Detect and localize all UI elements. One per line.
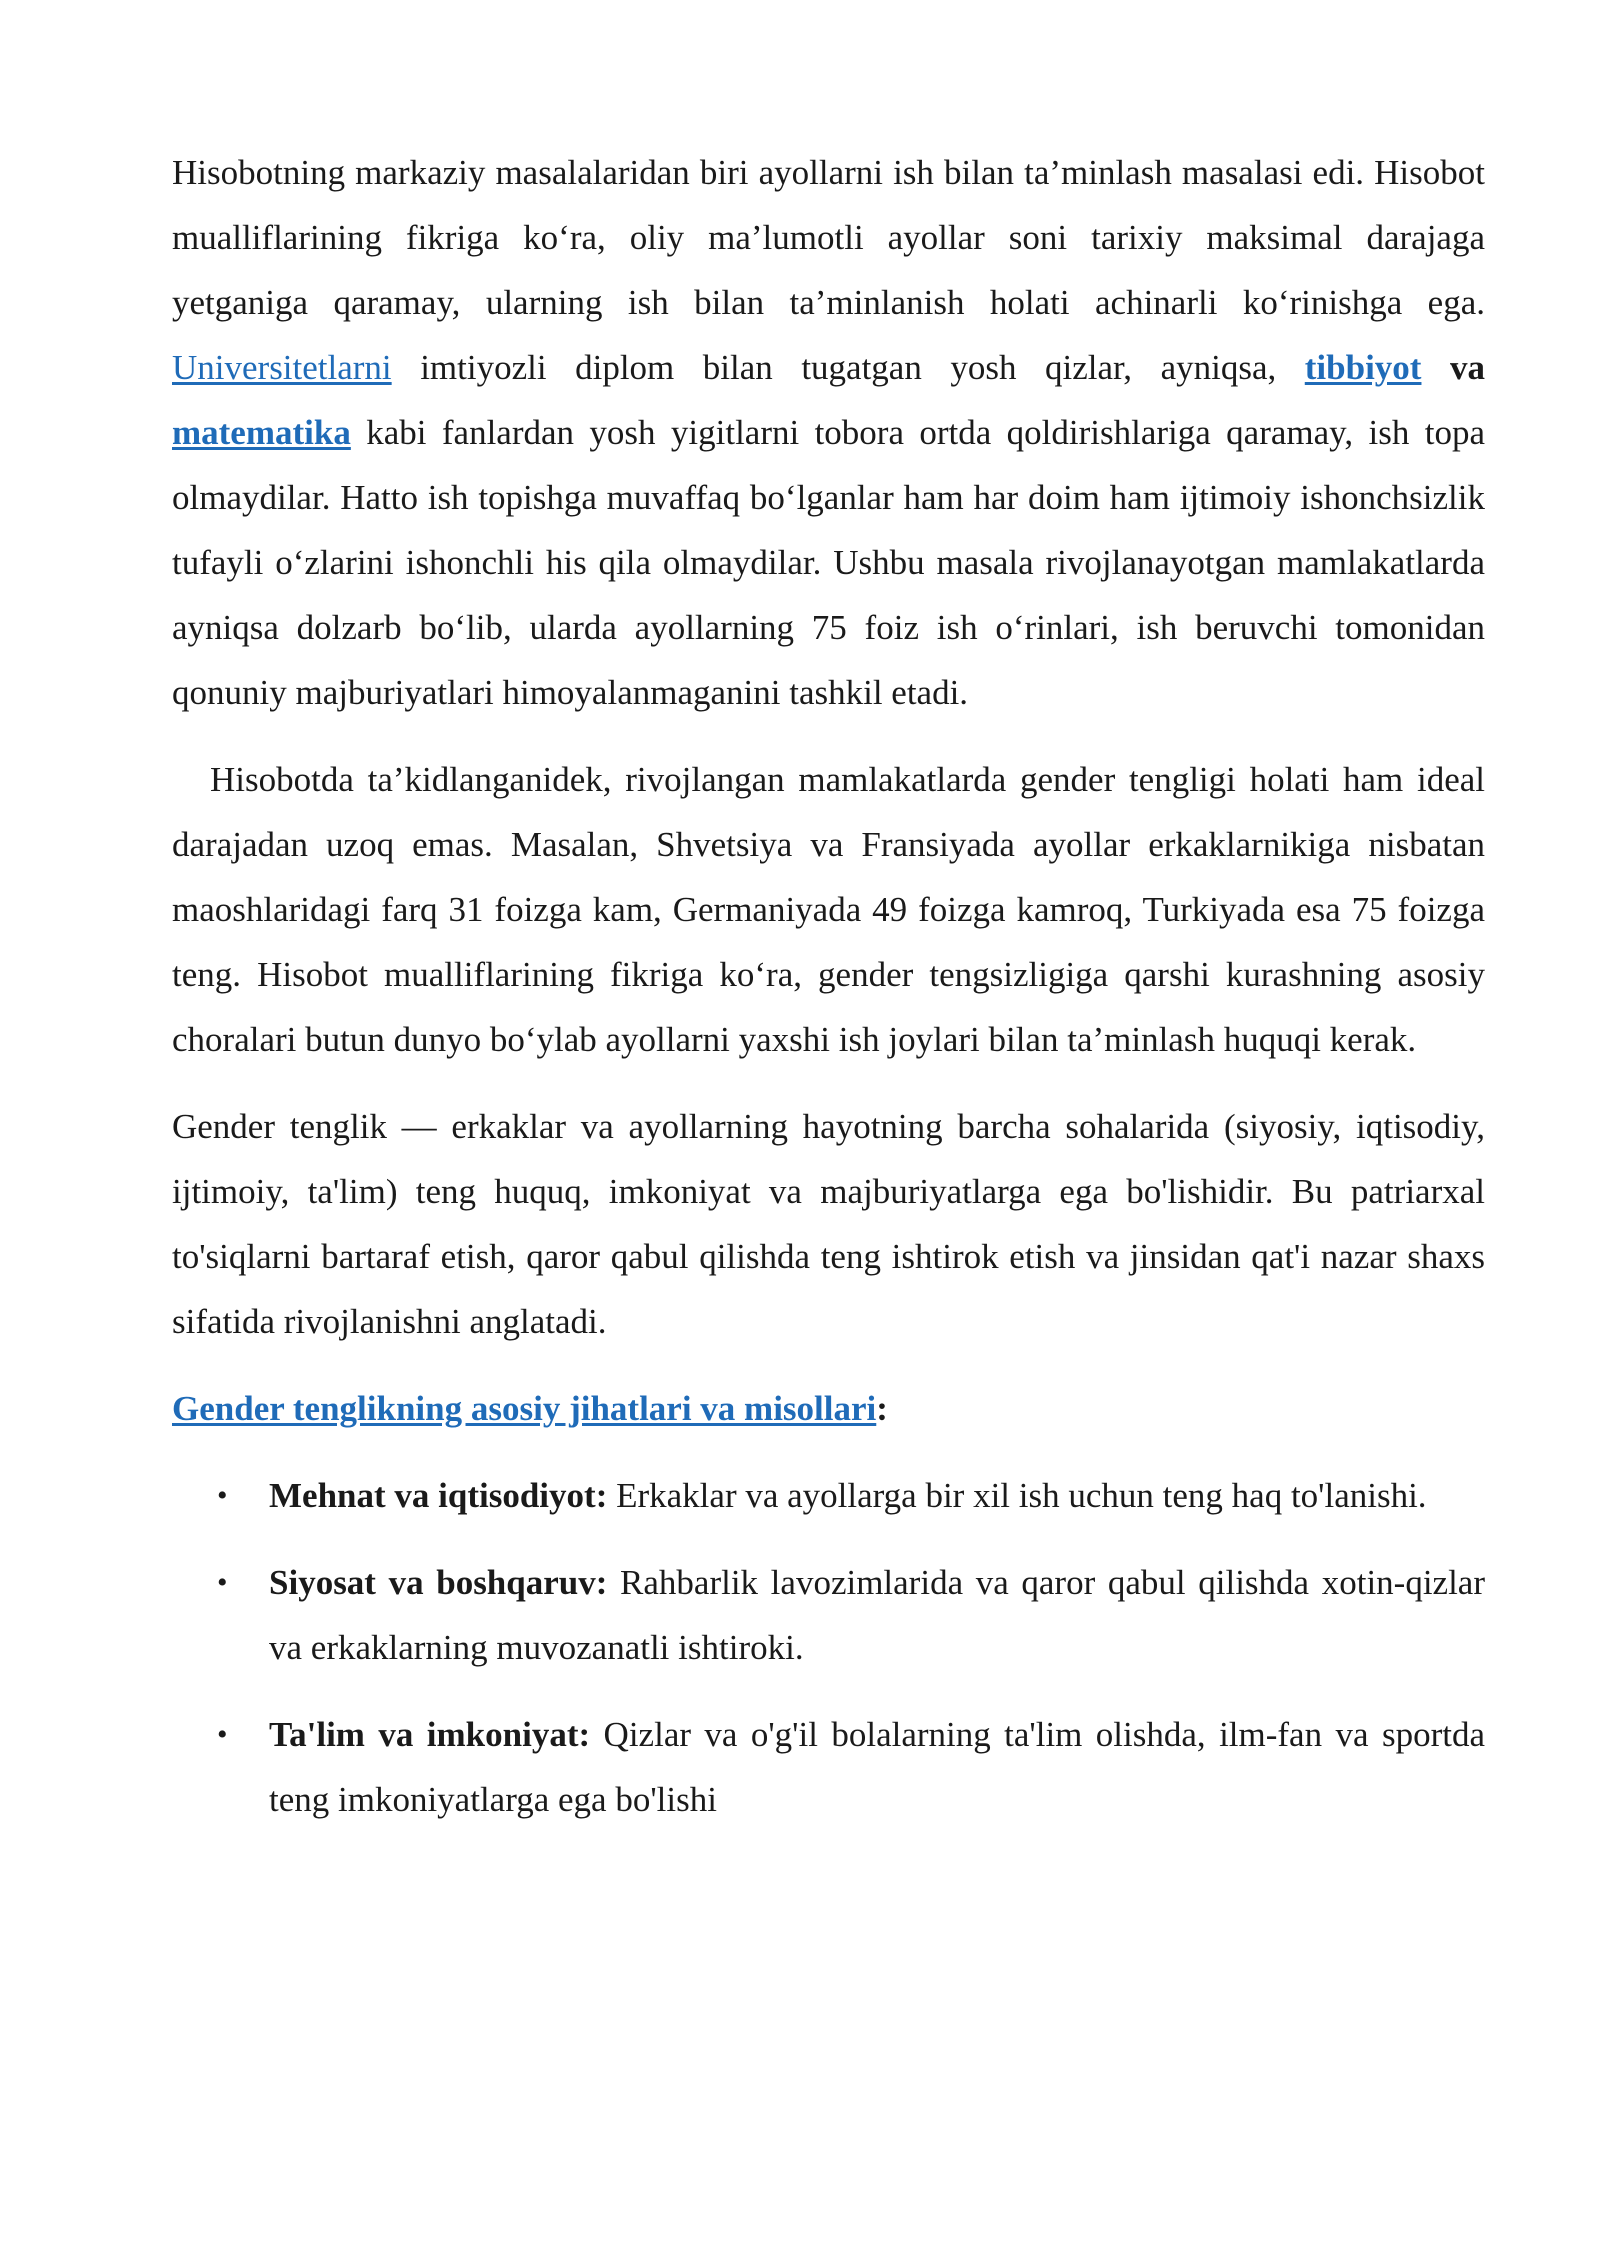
bullet-icon: •: [217, 1566, 228, 1599]
list-item-term: Ta'lim va imkoniyat:: [269, 1715, 591, 1754]
heading-suffix: :: [876, 1389, 888, 1428]
list-item-text: Qizlar va o'g'il bolalarning ta'lim olishda, ilm-fan va sportda teng imkoniyatlarga ega bo'lishi: [269, 1715, 1485, 1819]
list-item-text: Erkaklar va ayollarga bir xil ish uchun teng haq to'lanishi.: [607, 1476, 1427, 1515]
paragraph-text: Hisobotning markaziy masalalaridan biri ayollarni ish bilan ta’minlash masalasi edi. Hisobot mualliflarining fikriga ko‘ra, oliy ma’lumotli ayollar soni tarixiy maksimal darajaga yetganiga qaramay, ularning ish bilan ta’minlanish holati achinarli ko‘rinishga ega.: [172, 153, 1485, 322]
bullet-icon: •: [217, 1718, 228, 1751]
paragraph-gender-equality-definition: Gender tenglik — erkaklar va ayollarning hayotning barcha sohalarida (siyosiy, iqtisodiy, ijtimoiy, ta'lim) teng huquq, imkoniyat va majburiyatlarga ega bo'lishidir. Bu patriarxal to'siqlarni bartaraf etish, qaror qabul qilishda teng ishtirok etish va jinsidan qat'i nazar shaxs sifatida rivojlanishni anglatadi.: [172, 1107, 1485, 1341]
paragraph-developed-countries: Hisobotda ta’kidlanganidek, rivojlangan mamlakatlarda gender tengligi holati ham ideal darajadan uzoq emas. Masalan, Shvetsiya va Fransiyada ayollar erkaklarnikiga nisbatan maoshlaridagi farq 31 foizga kam, Germaniyada 49 foizga kamroq, Turkiyada esa 75 foizga teng. Hisobot mualliflarining fikriga ko‘ra, gender tengsizligiga qarshi kurashning asosiy choralari butun dunyo bo‘ylab ayollarni yaxshi ish joylari bilan ta’minlash huquqi kerak.: [172, 760, 1485, 1059]
paragraph-text: imtiyozli diplom bilan tugatgan yosh qizlar, ayniqsa,: [391, 348, 1305, 387]
list-item: [172, 1550, 1485, 1680]
bullet-icon: •: [217, 1479, 228, 1512]
list-item-term: Mehnat va iqtisodiyot:: [269, 1476, 608, 1515]
list-item-text: Rahbarlik lavozimlarida va qaror qabul qilishda xotin-qizlar va erkaklarning muvozanatli ishtiroki.: [269, 1563, 1485, 1667]
heading-link[interactable]: Gender tenglikning asosiy jihatlari va misollari: [172, 1389, 877, 1428]
list-item: [172, 1463, 1485, 1528]
paragraph-employment: [172, 140, 1485, 725]
paragraph-text: kabi fanlardan yosh yigitlarni tobora ortda qoldirishlariga qaramay, ish topa olmaydilar. Hatto ish topishga muvaffaq bo‘lganlar ham har doim ham ijtimoiy ishonchsizlik tufayli o‘zlarini ishonchli his qila olmaydilar. Ushbu masala rivojlanayotgan mamlakatlarda ayniqsa dolzarb bo‘lib, ularda ayollarning 75 foiz ish o‘rinlari, ish beruvchi tomonidan qonuniy majburiyatlari himoyalanmaganini tashkil etadi.: [172, 413, 1485, 712]
link-universitetlarni[interactable]: Universitetlarni: [172, 348, 392, 387]
conjunction-va: va: [1421, 348, 1485, 387]
section-heading: [172, 1376, 1485, 1441]
list-item: [172, 1702, 1485, 1832]
document-page: [172, 140, 1485, 1854]
aspects-list: [172, 1463, 1485, 1832]
link-tibbiyot[interactable]: tibbiyot: [1304, 348, 1422, 387]
link-matematika[interactable]: matematika: [172, 413, 351, 452]
list-item-term: Siyosat va boshqaruv:: [269, 1563, 608, 1602]
